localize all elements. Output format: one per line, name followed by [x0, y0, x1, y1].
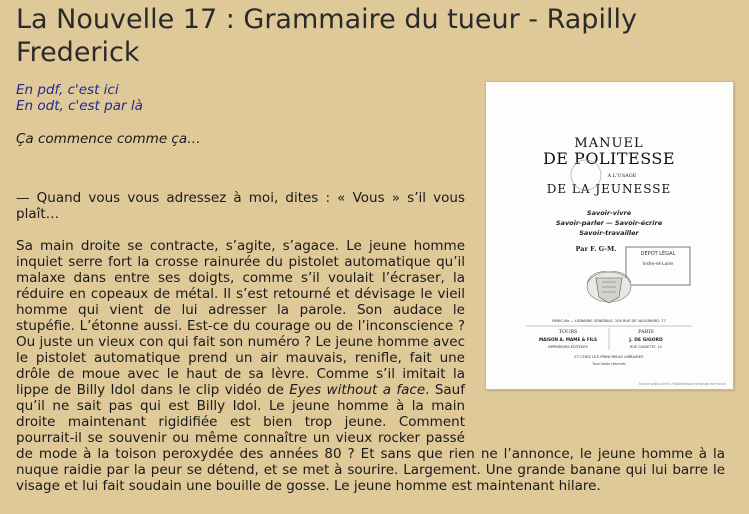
cover-pub-right: J. DE GIGORD — [629, 338, 663, 343]
odt-link[interactable]: En odt, c'est par là — [16, 98, 143, 114]
cover-credit: Source gallica.bnf.fr / Bibliothèque nationale de France — [638, 382, 726, 386]
cover-pub-right-sub: RUE CASSETTE, 15 — [630, 345, 662, 349]
cover-footer2: Tous droits réservés — [592, 362, 626, 366]
cover-publisher: PARIS-VIe — LIBRAIRIE GÉNÉRALE, 104 RUE DE VAUGIRARD, 77 — [552, 319, 666, 323]
cover-line7: Savoir-travailler — [579, 229, 639, 237]
cover-pub-left-sub: IMPRIMEURS-ÉDITEURS — [548, 345, 588, 349]
intro-text: Ça commence comme ça… — [16, 131, 201, 147]
cover-author: Par F. G-M. — [575, 245, 617, 253]
paragraph-2-part-1: Sa main droite se contracte, s’agite, s’agace. Le jeune homme inquiet serre fort la crosse rainurée du pistolet automatique qu’il malaxe dans entre ses doigts, comme s’il voulait l’écraser, la réduire en copeaux de métal. Il s’est retourné et dévisage le vieil homme qui vient de lui adresser la parole. Son audace le stupéfie. L’étonne aussi. Est-ce du courage ou de l’inconscience ? Ou juste un vieux con qui fait son numéro ? Le jeune homme avec le pistolet automatique prend un air mauvais, renifle, fait une drôle de moue avec le haut de sa lèvre. Comme s’il imitait la lippe de Billy Idol dans le clip vidéo de — [16, 238, 465, 398]
song-title: Eyes without a face — [289, 382, 426, 398]
cover-line4: DE LA JEUNESSE — [546, 182, 672, 196]
stamp-line1: DÉPOT LÉGAL — [640, 251, 676, 257]
cover-city-left: TOURS — [558, 329, 578, 335]
page-title: La Nouvelle 17 : Grammaire du tueur - Rapilly Frederick — [16, 4, 637, 68]
cover-line5: Savoir-vivre — [586, 209, 632, 217]
cover-line3: A L'USAGE — [607, 173, 637, 179]
download-links — [16, 82, 143, 114]
cover-line2: DE POLITESSE — [542, 149, 676, 168]
cover-city-right: PARIS — [638, 329, 654, 335]
paragraph-1: — Quand vous vous adressez à moi, dites : « Vous » s’il vous plaît… — [16, 190, 465, 222]
stamp-line2: Indre-et-Loire — [642, 262, 674, 267]
cover-line6: Savoir-parler — Savoir-écrire — [555, 219, 663, 227]
paragraph-2-part-2: . Sauf qu’il ne sait pas qui est Billy Idol. Le jeune homme à la main droite maintenant rigidifiée est bien trop jeune. Comment pourrait-il se souvenir ou même connaître un vieux rocker passé de mode à la toison peroxydée des années 80 ? Et sans que rien ne l’annonce, le jeune homme à la nuque raidie par la peur se détend, et se met à sourire. Largement. Une grande banane qui lui barre le visage et lui fait soudain une bouille de gosse. Le jeune homme est maintenant hilare. — [16, 382, 725, 494]
cover-line1: MANUEL — [574, 136, 644, 151]
cover-pub-left: MAISON A. MAME & FILS — [539, 337, 597, 342]
cover-footer1: ET CHEZ LES PRINCIPAUX LIBRAIRES — [574, 354, 644, 359]
story-body — [16, 190, 725, 510]
pdf-link[interactable]: En pdf, c'est ici — [16, 82, 119, 98]
